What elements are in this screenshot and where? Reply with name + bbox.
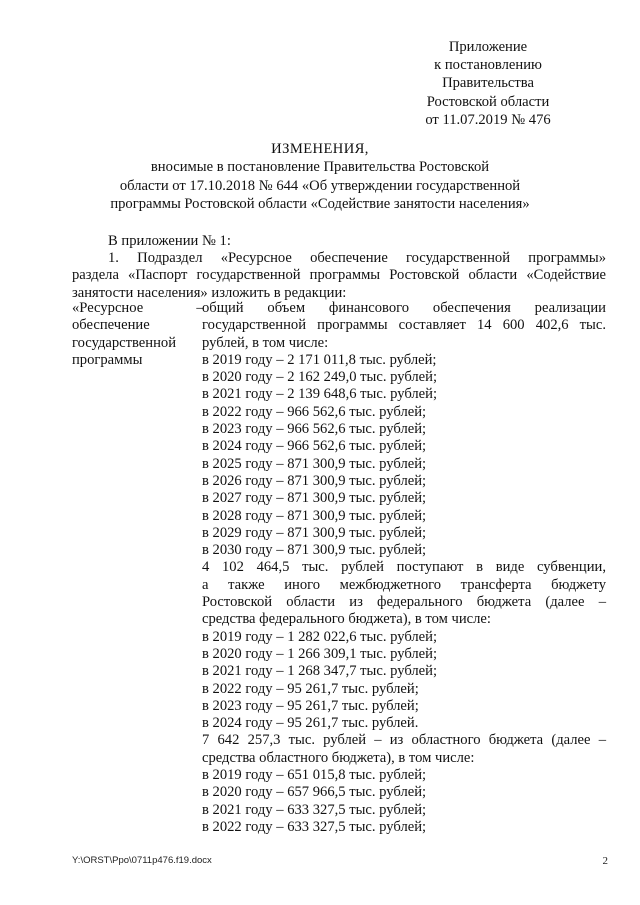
passport-label-line: обеспечение <box>72 317 150 334</box>
total-line: общий объем финансового обеспечения реализации <box>202 300 606 316</box>
intro-line: 1. Подраздел «Ресурсное обеспечение государственной программы» <box>108 250 606 267</box>
title-line: области от 17.10.2018 № 644 «Об утверждении государственной <box>119 177 521 194</box>
federal-years-list <box>202 629 606 733</box>
year-allocation-line: в 2030 году – 871 300,9 тыс. рублей; <box>202 542 427 559</box>
federal-line: средства федерального бюджета), в том числе: <box>202 611 491 628</box>
passport-label-line: программы <box>72 351 143 368</box>
federal-line: а также иного межбюджетного трансферта бюджету <box>202 576 606 593</box>
year-allocation-line: в 2021 году – 2 139 648,6 тыс. рублей; <box>202 386 438 403</box>
title-line: вносимые в постановление Правительства Ростовской <box>150 159 490 176</box>
year-allocation-line: в 2026 году – 871 300,9 тыс. рублей; <box>202 472 427 489</box>
intro-line: занятости населения» изложить в редакции: <box>72 284 347 301</box>
year-allocation-line: в 2023 году – 966 562,6 тыс. рублей; <box>202 421 427 438</box>
regional-years-list <box>202 767 606 836</box>
year-allocation-line: в 2023 году – 95 261,7 тыс. рублей; <box>202 697 419 714</box>
intro-line: раздела «Паспорт государственной программы Ростовской области «Содействие <box>72 267 606 284</box>
passport-label-line: государственной <box>72 334 177 351</box>
year-allocation-line: в 2021 году – 633 327,5 тыс. рублей; <box>202 801 427 818</box>
year-allocation-line: в 2022 году – 633 327,5 тыс. рублей; <box>202 818 427 835</box>
intro-section <box>72 233 606 302</box>
year-allocation-line: в 2028 году – 871 300,9 тыс. рублей; <box>202 507 427 524</box>
passport-label <box>72 300 192 369</box>
file-path: Y:\ORST\Ppo\0711p476.f19.docx <box>72 855 212 866</box>
year-allocation-line: в 2019 году – 2 171 011,8 тыс. рублей; <box>202 351 437 368</box>
total-years-list <box>202 352 606 560</box>
regional-line: 7 642 257,3 тыс. рублей – из областного бюджета (далее – <box>202 732 606 749</box>
regional-line: средства областного бюджета), в том числе: <box>202 749 475 766</box>
appendix-line: Ростовской области <box>426 93 550 110</box>
year-allocation-line: в 2019 году – 651 015,8 тыс. рублей; <box>202 767 427 784</box>
year-allocation-line: в 2025 году – 871 300,9 тыс. рублей; <box>202 455 427 472</box>
document-title <box>0 140 640 213</box>
year-allocation-line: в 2020 году – 1 266 309,1 тыс. рублей; <box>202 645 438 662</box>
title-heading: ИЗМЕНЕНИЯ, <box>271 141 369 157</box>
passport-label-line: «Ресурсное <box>72 300 144 316</box>
year-allocation-line: в 2027 году – 871 300,9 тыс. рублей; <box>202 490 427 507</box>
year-allocation-line: в 2024 году – 966 562,6 тыс. рублей; <box>202 438 427 455</box>
appendix-line: к постановлению <box>434 57 542 74</box>
year-allocation-line: в 2019 году – 1 282 022,6 тыс. рублей; <box>202 628 438 645</box>
appendix-line: от 11.07.2019 № 476 <box>425 111 551 128</box>
appendix-header <box>408 38 568 129</box>
year-allocation-line: в 2021 году – 1 268 347,7 тыс. рублей; <box>202 663 438 680</box>
year-allocation-line: в 2029 году – 871 300,9 тыс. рублей; <box>202 524 427 541</box>
passport-content <box>202 300 606 836</box>
intro-paragraph: В приложении № 1: <box>108 233 231 249</box>
total-line: государственной программы составляет 14 600 402,6 тыс. <box>202 317 606 334</box>
year-allocation-line: в 2024 году – 95 261,7 тыс. рублей. <box>202 715 419 732</box>
year-allocation-line: в 2022 году – 966 562,6 тыс. рублей; <box>202 403 427 420</box>
year-allocation-line: в 2022 году – 95 261,7 тыс. рублей; <box>202 680 419 697</box>
appendix-line: Правительства <box>442 75 534 92</box>
page-number: 2 <box>602 855 608 867</box>
appendix-line: Приложение <box>448 39 528 55</box>
total-line: рублей, в том числе: <box>202 334 329 351</box>
year-allocation-line: в 2020 году – 2 162 249,0 тыс. рублей; <box>202 369 438 386</box>
title-line: программы Ростовской области «Содействие занятости населения» <box>110 195 530 212</box>
year-allocation-line: в 2020 году – 657 966,5 тыс. рублей; <box>202 784 427 801</box>
federal-line: Ростовской области из федерального бюджета (далее – <box>202 594 606 611</box>
passport-dash: – <box>196 300 204 316</box>
federal-line: 4 102 464,5 тыс. рублей поступают в виде субвенции, <box>202 559 606 576</box>
